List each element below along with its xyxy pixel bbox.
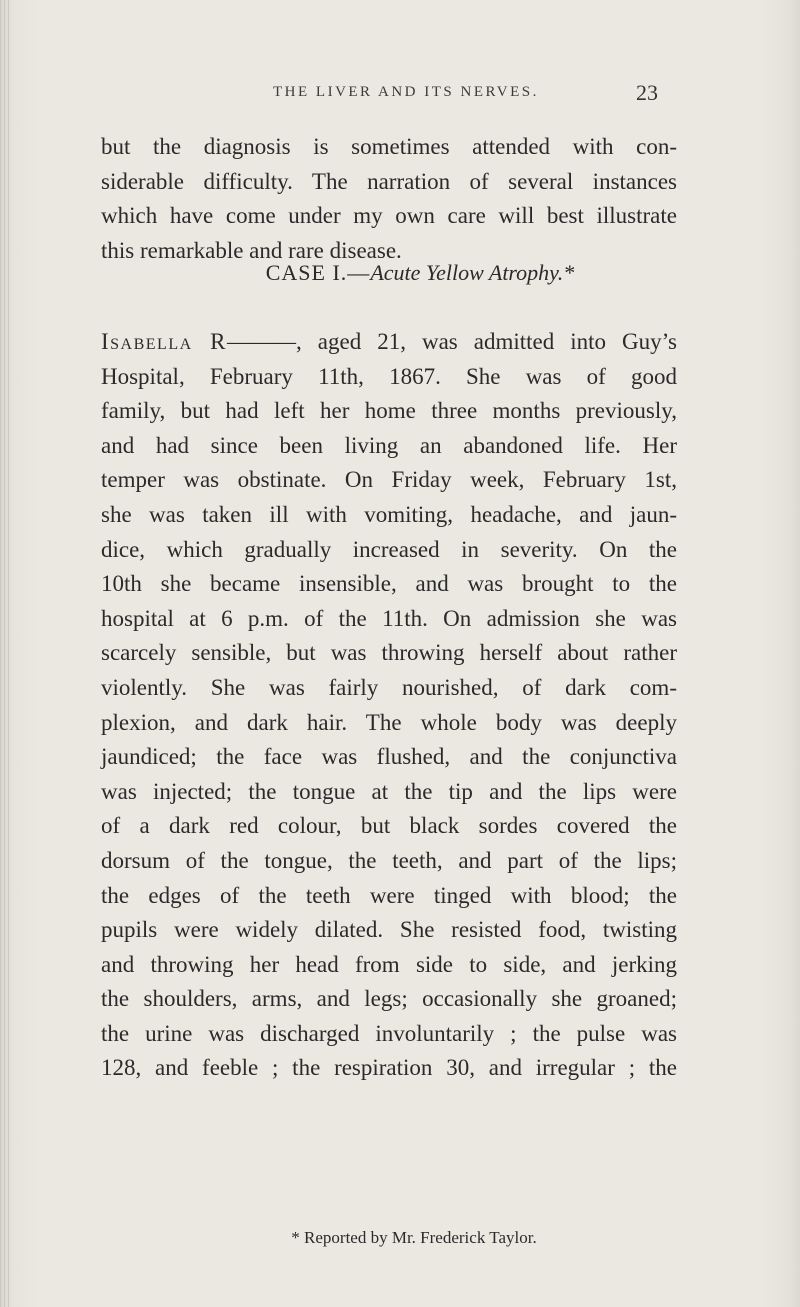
text-line: but the diagnosis is sometimes attended with con- (101, 134, 677, 159)
text-line: she was taken ill with vomiting, headache, and jaun- (101, 501, 677, 527)
text-line: violently. She was fairly nourished, of dark com- (101, 674, 677, 700)
text-line: siderable difficulty. The narration of several instances (101, 168, 677, 194)
running-head (0, 80, 800, 110)
binding-gutter (0, 0, 12, 1307)
case-heading (0, 258, 800, 288)
page-number: 23 (636, 80, 658, 105)
case-title: Acute Yellow Atrophy.* (370, 260, 575, 285)
text-line: and had since been living an abandoned life. Her (101, 432, 677, 458)
footnote: * Reported by Mr. Frederick Taylor. (291, 1228, 537, 1247)
text-line: the urine was discharged involuntarily ; the pulse was (101, 1020, 677, 1046)
intro-paragraph (101, 130, 677, 268)
running-title: THE LIVER AND ITS NERVES. (273, 84, 539, 100)
text-line: Hospital, February 11th, 1867. She was of good (101, 363, 677, 389)
text-line: dice, which gradually increased in severity. On the (101, 536, 677, 562)
text-line: scarcely sensible, but was throwing herself about rather (101, 640, 677, 666)
text-line: the edges of the teeth were tinged with blood; the (101, 882, 677, 908)
text-line: this remarkable and rare disease. (101, 237, 402, 263)
text-line: of a dark red colour, but black sordes covered the (101, 813, 677, 839)
text-line: 10th she became insensible, and was brought to the (101, 571, 677, 597)
text-line: 128, and feeble ; the respiration 30, and irregular ; the (101, 1055, 677, 1081)
text-line: which have come under my own care will best illustrate (101, 203, 677, 229)
text-line: family, but had left her home three months previously, (101, 398, 677, 424)
text-line: pupils were widely dilated. She resisted food, twisting (101, 917, 677, 943)
text-line: hospital at 6 p.m. of the 11th. On admission she was (101, 605, 677, 631)
text-line: was injected; the tongue at the tip and the lips were (101, 778, 677, 804)
text-line: dorsum of the tongue, the teeth, and part of the lips; (101, 847, 677, 873)
text-line: temper was obstinate. On Friday week, February 1st, (101, 467, 677, 493)
case-label: CASE I.— (265, 260, 371, 285)
text-line: plexion, and dark hair. The whole body was deeply (101, 709, 677, 735)
case-paragraph (101, 325, 677, 1086)
text-line: and throwing her head from side to side, and jerking (101, 951, 677, 977)
patient-name: Isabella R (101, 329, 228, 354)
text-line: jaundiced; the face was flushed, and the conjunctiva (101, 744, 677, 770)
text-line: the shoulders, arms, and legs; occasionally she groaned; (101, 986, 677, 1012)
text-line-rest: ———, aged 21, was admitted into Guy’s (227, 329, 677, 354)
text-line (101, 325, 677, 360)
